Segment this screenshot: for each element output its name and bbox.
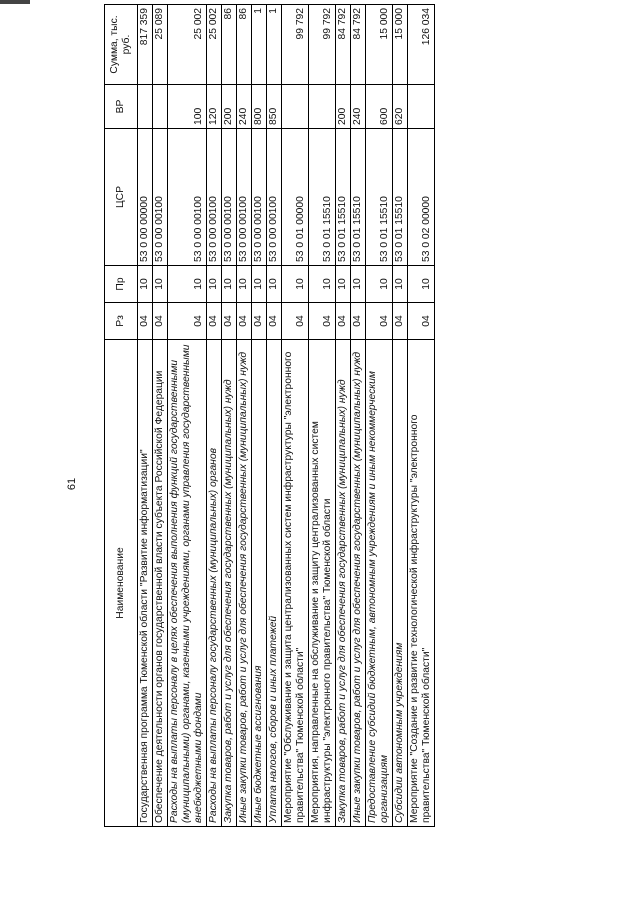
cell-csr: 53 0 00 00100 xyxy=(267,129,282,266)
cell-sum: 15 000 xyxy=(366,5,393,85)
cell-sum: 86 xyxy=(237,5,252,85)
cell-pr: 10 xyxy=(309,266,336,303)
cell-rz: 04 xyxy=(336,303,351,340)
cell-vr xyxy=(153,85,168,129)
table-row xyxy=(267,5,282,827)
cell-name: Обеспечение деятельности органов государственной власти субъекта Российской Федерации xyxy=(153,340,168,827)
cell-csr: 53 0 01 15510 xyxy=(393,129,408,266)
cell-name: Мероприятия, направленные на обслуживание и защиту централизованных систем инфраструктуры "электронного правительства" Тюменской области xyxy=(309,340,336,827)
cell-sum: 1 xyxy=(252,5,267,85)
cell-name: Закупка товаров, работ и услуг для обеспечения государственных (муниципальных) нужд xyxy=(336,340,351,827)
cell-pr: 10 xyxy=(168,266,207,303)
cell-sum: 25 089 xyxy=(153,5,168,85)
cell-name: Предоставление субсидий бюджетным, автономным учреждениям и иным некоммерческим организациям xyxy=(366,340,393,827)
table-header-row xyxy=(105,5,138,827)
cell-pr: 10 xyxy=(207,266,222,303)
cell-rz: 04 xyxy=(267,303,282,340)
cell-csr: 53 0 00 00100 xyxy=(168,129,207,266)
cell-sum: 99 792 xyxy=(282,5,309,85)
cell-vr: 240 xyxy=(237,85,252,129)
cell-csr: 53 0 00 00100 xyxy=(222,129,237,266)
cell-pr: 10 xyxy=(267,266,282,303)
table-row xyxy=(366,5,393,827)
page-number: 61 xyxy=(66,477,78,491)
cell-rz: 04 xyxy=(309,303,336,340)
cell-vr: 200 xyxy=(222,85,237,129)
cell-rz: 04 xyxy=(366,303,393,340)
cell-vr: 200 xyxy=(336,85,351,129)
cell-csr: 53 0 01 15510 xyxy=(336,129,351,266)
cell-rz: 04 xyxy=(153,303,168,340)
cell-vr: 100 xyxy=(168,85,207,129)
cell-name: Закупка товаров, работ и услуг для обеспечения государственных (муниципальных) нужд xyxy=(222,340,237,827)
table-row xyxy=(408,5,435,827)
cell-vr: 800 xyxy=(252,85,267,129)
cell-sum: 99 792 xyxy=(309,5,336,85)
cell-name: Иные бюджетные ассигнования xyxy=(252,340,267,827)
cell-csr: 53 0 01 00000 xyxy=(282,129,309,266)
cell-sum: 1 xyxy=(267,5,282,85)
table-row xyxy=(336,5,351,827)
cell-csr: 53 0 01 15510 xyxy=(351,129,366,266)
header-csr: ЦСР xyxy=(105,129,138,266)
cell-csr: 53 0 00 00100 xyxy=(207,129,222,266)
header-sum: Сумма, тыс. руб. xyxy=(105,5,138,85)
cell-rz: 04 xyxy=(168,303,207,340)
cell-pr: 10 xyxy=(408,266,435,303)
header-rz: Рз xyxy=(105,303,138,340)
budget-table xyxy=(104,4,435,827)
cell-csr: 53 0 00 00100 xyxy=(237,129,252,266)
cell-vr: 850 xyxy=(267,85,282,129)
table-row xyxy=(309,5,336,827)
cell-name: Иные закупки товаров, работ и услуг для обеспечения государственных (муниципальных) нужд xyxy=(351,340,366,827)
table-row xyxy=(138,5,153,827)
table-row xyxy=(168,5,207,827)
cell-sum: 817 359 xyxy=(138,5,153,85)
cell-name: Расходы на выплаты персоналу государственных (муниципальных) органов xyxy=(207,340,222,827)
cell-sum: 86 xyxy=(222,5,237,85)
header-pr: Пр xyxy=(105,266,138,303)
header-vr: ВР xyxy=(105,85,138,129)
cell-csr: 53 0 00 00100 xyxy=(252,129,267,266)
cell-pr: 10 xyxy=(393,266,408,303)
scan-edge-mark xyxy=(0,0,30,4)
cell-sum: 15 000 xyxy=(393,5,408,85)
header-name: Наименование xyxy=(105,340,138,827)
table-row xyxy=(237,5,252,827)
cell-rz: 04 xyxy=(393,303,408,340)
cell-csr: 53 0 02 00000 xyxy=(408,129,435,266)
table-row xyxy=(153,5,168,827)
cell-csr: 53 0 00 00000 xyxy=(138,129,153,266)
cell-rz: 04 xyxy=(282,303,309,340)
cell-pr: 10 xyxy=(366,266,393,303)
table-row xyxy=(351,5,366,827)
table-row xyxy=(252,5,267,827)
table-row xyxy=(222,5,237,827)
cell-vr: 620 xyxy=(393,85,408,129)
cell-pr: 10 xyxy=(252,266,267,303)
cell-name: Государственная программа Тюменской области "Развитие информатизации" xyxy=(138,340,153,827)
cell-csr: 53 0 01 15510 xyxy=(309,129,336,266)
table-row xyxy=(393,5,408,827)
cell-vr xyxy=(408,85,435,129)
cell-vr: 120 xyxy=(207,85,222,129)
cell-rz: 04 xyxy=(252,303,267,340)
cell-csr: 53 0 01 15510 xyxy=(366,129,393,266)
cell-vr: 240 xyxy=(351,85,366,129)
cell-vr xyxy=(138,85,153,129)
table-row xyxy=(207,5,222,827)
cell-rz: 04 xyxy=(207,303,222,340)
cell-vr xyxy=(309,85,336,129)
cell-csr: 53 0 00 00100 xyxy=(153,129,168,266)
table-row xyxy=(282,5,309,827)
cell-sum: 25 002 xyxy=(207,5,222,85)
table-body xyxy=(138,5,435,827)
cell-vr xyxy=(282,85,309,129)
cell-pr: 10 xyxy=(336,266,351,303)
cell-name: Расходы на выплаты персоналу в целях обеспечения выполнения функций государственными (муниципальными) органами, казенными учреждениями, органами управления государственными внебюджетными фондами xyxy=(168,340,207,827)
cell-name: Мероприятие "Создание и развитие технологической инфраструктуры "электронного правительства" Тюменской области" xyxy=(408,340,435,827)
cell-sum: 25 002 xyxy=(168,5,207,85)
cell-sum: 84 792 xyxy=(351,5,366,85)
cell-pr: 10 xyxy=(351,266,366,303)
cell-sum: 84 792 xyxy=(336,5,351,85)
rotated-page-content xyxy=(104,5,640,827)
cell-rz: 04 xyxy=(138,303,153,340)
cell-sum: 126 034 xyxy=(408,5,435,85)
cell-name: Мероприятие "Обслуживание и защита централизованных систем инфраструктуры "электронного правительства" Тюменской области" xyxy=(282,340,309,827)
cell-pr: 10 xyxy=(282,266,309,303)
cell-name: Иные закупки товаров, работ и услуг для обеспечения государственных (муниципальных) нужд xyxy=(237,340,252,827)
cell-rz: 04 xyxy=(237,303,252,340)
cell-pr: 10 xyxy=(237,266,252,303)
cell-pr: 10 xyxy=(138,266,153,303)
cell-name: Субсидии автономным учреждениям xyxy=(393,340,408,827)
cell-vr: 600 xyxy=(366,85,393,129)
cell-pr: 10 xyxy=(222,266,237,303)
cell-rz: 04 xyxy=(222,303,237,340)
cell-pr: 10 xyxy=(153,266,168,303)
cell-rz: 04 xyxy=(408,303,435,340)
cell-rz: 04 xyxy=(351,303,366,340)
cell-name: Уплата налогов, сборов и иных платежей xyxy=(267,340,282,827)
